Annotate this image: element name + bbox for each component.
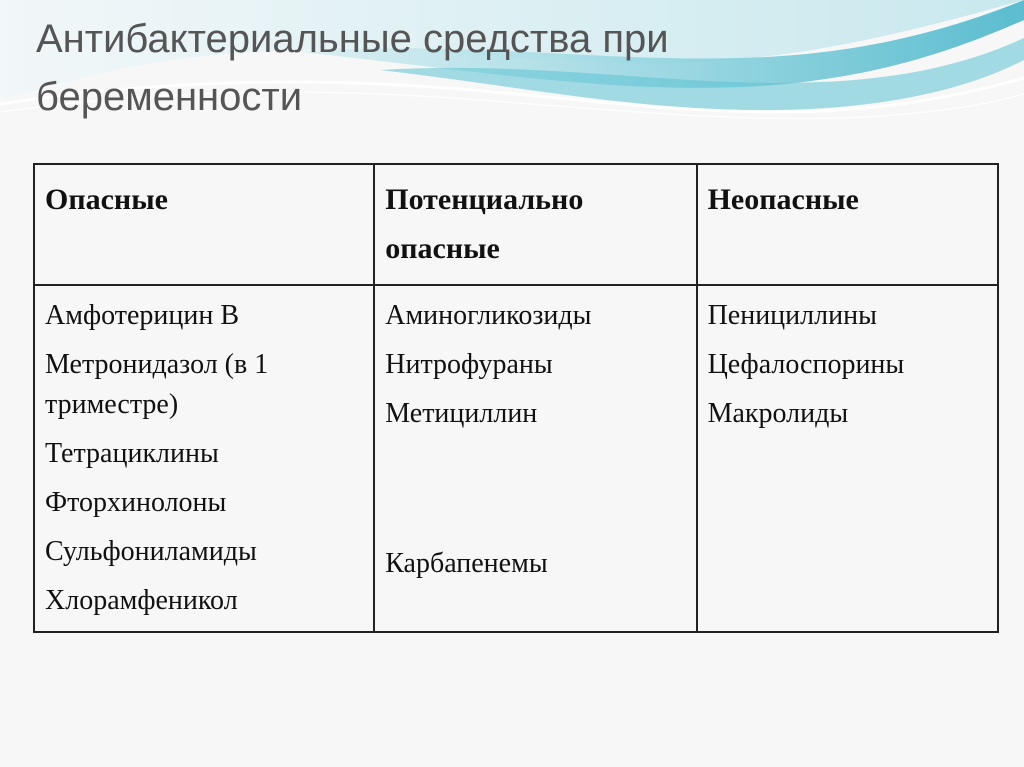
list-item: Сульфониламиды (45, 536, 257, 567)
list-item: Макролиды (707, 398, 849, 429)
header-dangerous: Опасные (34, 164, 374, 285)
list-item: Метициллин (385, 398, 538, 429)
cell-dangerous (34, 285, 374, 632)
list-item: Тетрациклины (45, 438, 219, 469)
slide-title: Антибактериальные средства при беременности (36, 17, 669, 119)
list-item: Фторхинолоны (45, 487, 227, 518)
list-item: Карбапенемы (385, 548, 548, 579)
cell-potentially-dangerous (374, 285, 696, 632)
header-potentially-dangerous: Потенциально опасные (374, 164, 696, 285)
list-item: Аминогликозиды (385, 300, 592, 331)
list-item: Хлорамфеникол (45, 585, 238, 616)
list-item: Метронидазол (в 1 триместре) (45, 349, 269, 420)
spacer (385, 443, 685, 544)
list-item: Пенициллины (707, 300, 877, 331)
header-safe: Неопасные (697, 164, 998, 285)
list-item: Амфотерицин В (45, 300, 239, 331)
list-item: Цефалоспорины (707, 349, 905, 380)
table-header-row (34, 164, 998, 285)
table-row (34, 285, 998, 632)
list-item: Нитрофураны (385, 349, 553, 380)
antibacterial-table (33, 163, 999, 633)
cell-safe (697, 285, 998, 632)
